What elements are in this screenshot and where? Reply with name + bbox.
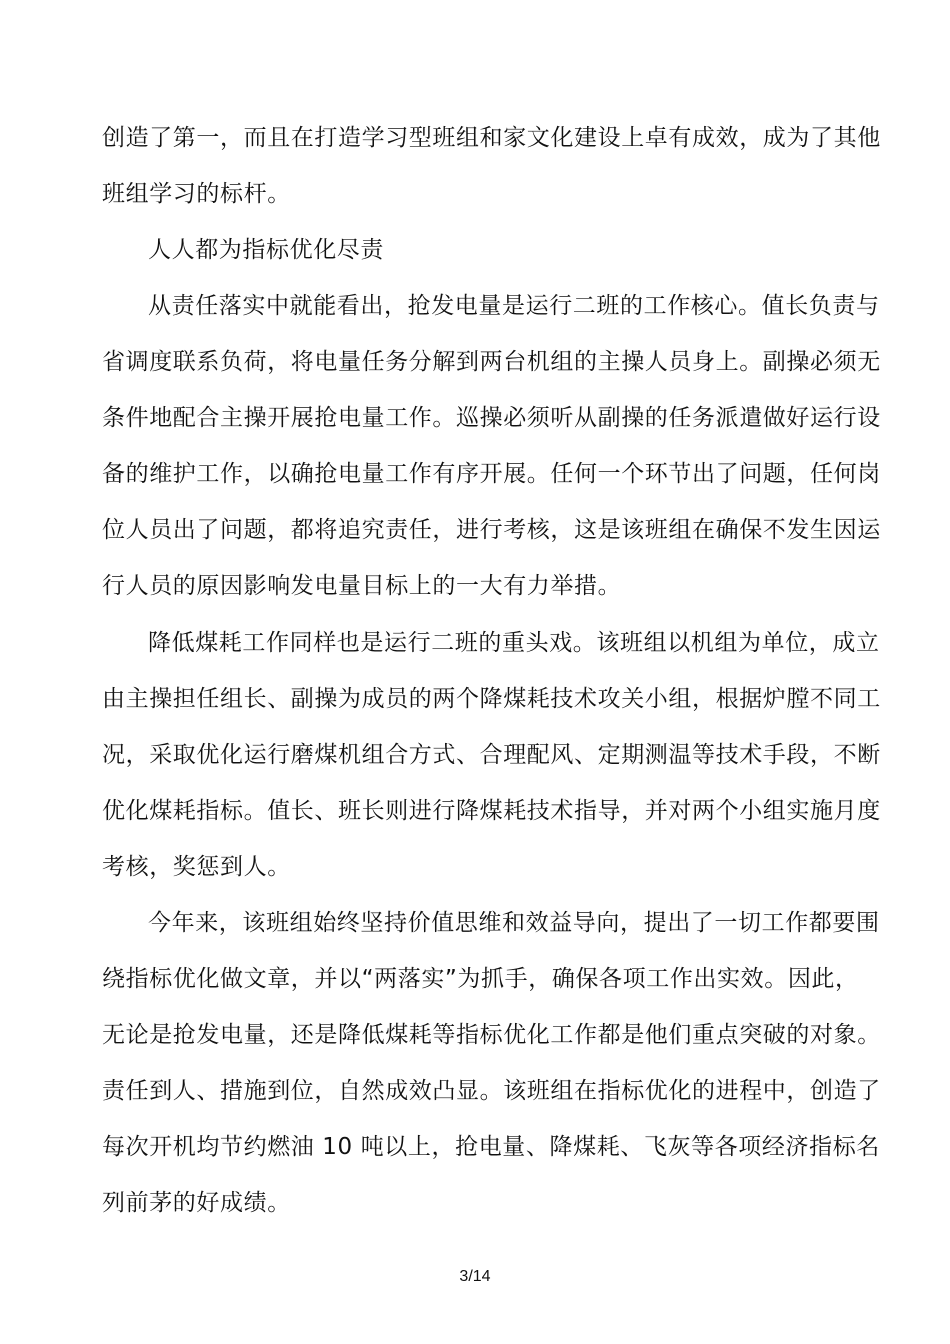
section-heading: 人人都为指标优化尽责 [148,237,384,263]
text-line: 降低煤耗工作同样也是运行二班的重头戏。该班组以机组为单位，成立 [148,630,880,656]
text-line: 每次开机均节约燃油 10 吨以上，抢电量、降煤耗、飞灰等各项经济指标名 [102,1134,880,1160]
text-line: 从责任落实中就能看出，抢发电量是运行二班的工作核心。值长负责与 [148,293,880,319]
text-line: 列前茅的好成绩。 [102,1190,291,1216]
text-line: 行人员的原因影响发电量目标上的一大有力举措。 [102,573,622,599]
text-line: 班组学习的标杆。 [102,181,291,207]
text-line: 位人员出了问题，都将追究责任，进行考核，这是该班组在确保不发生因运 [102,517,881,543]
text-line: 绕指标优化做文章，并以“两落实”为抓手，确保各项工作出实效。因此， [102,966,859,992]
text-line: 备的维护工作，以确抢电量工作有序开展。任何一个环节出了问题，任何岗 [102,461,881,487]
text-line: 由主操担任组长、副操为成员的两个降煤耗技术攻关小组，根据炉膛不同工 [102,686,881,712]
text-line: 考核，奖惩到人。 [102,854,291,880]
text-line: 责任到人、措施到位，自然成效凸显。该班组在指标优化的进程中，创造了 [102,1078,881,1104]
text-line: 省调度联系负荷，将电量任务分解到两台机组的主操人员身上。副操必须无 [102,349,881,375]
text-line: 况，采取优化运行磨煤机组合方式、合理配风、定期测温等技术手段，不断 [102,742,881,768]
page-number: 3/14 [459,1268,491,1285]
text-line: 条件地配合主操开展抢电量工作。巡操必须听从副操的任务派遣做好运行设 [102,405,881,431]
text-line: 无论是抢发电量，还是降低煤耗等指标优化工作都是他们重点突破的对象。 [102,1022,881,1048]
text-line: 今年来，该班组始终坚持价值思维和效益导向，提出了一切工作都要围 [148,910,880,936]
text-line: 创造了第一，而且在打造学习型班组和家文化建设上卓有成效，成为了其他 [102,125,881,151]
text-line: 优化煤耗指标。值长、班长则进行降煤耗技术指导，并对两个小组实施月度 [102,798,881,824]
